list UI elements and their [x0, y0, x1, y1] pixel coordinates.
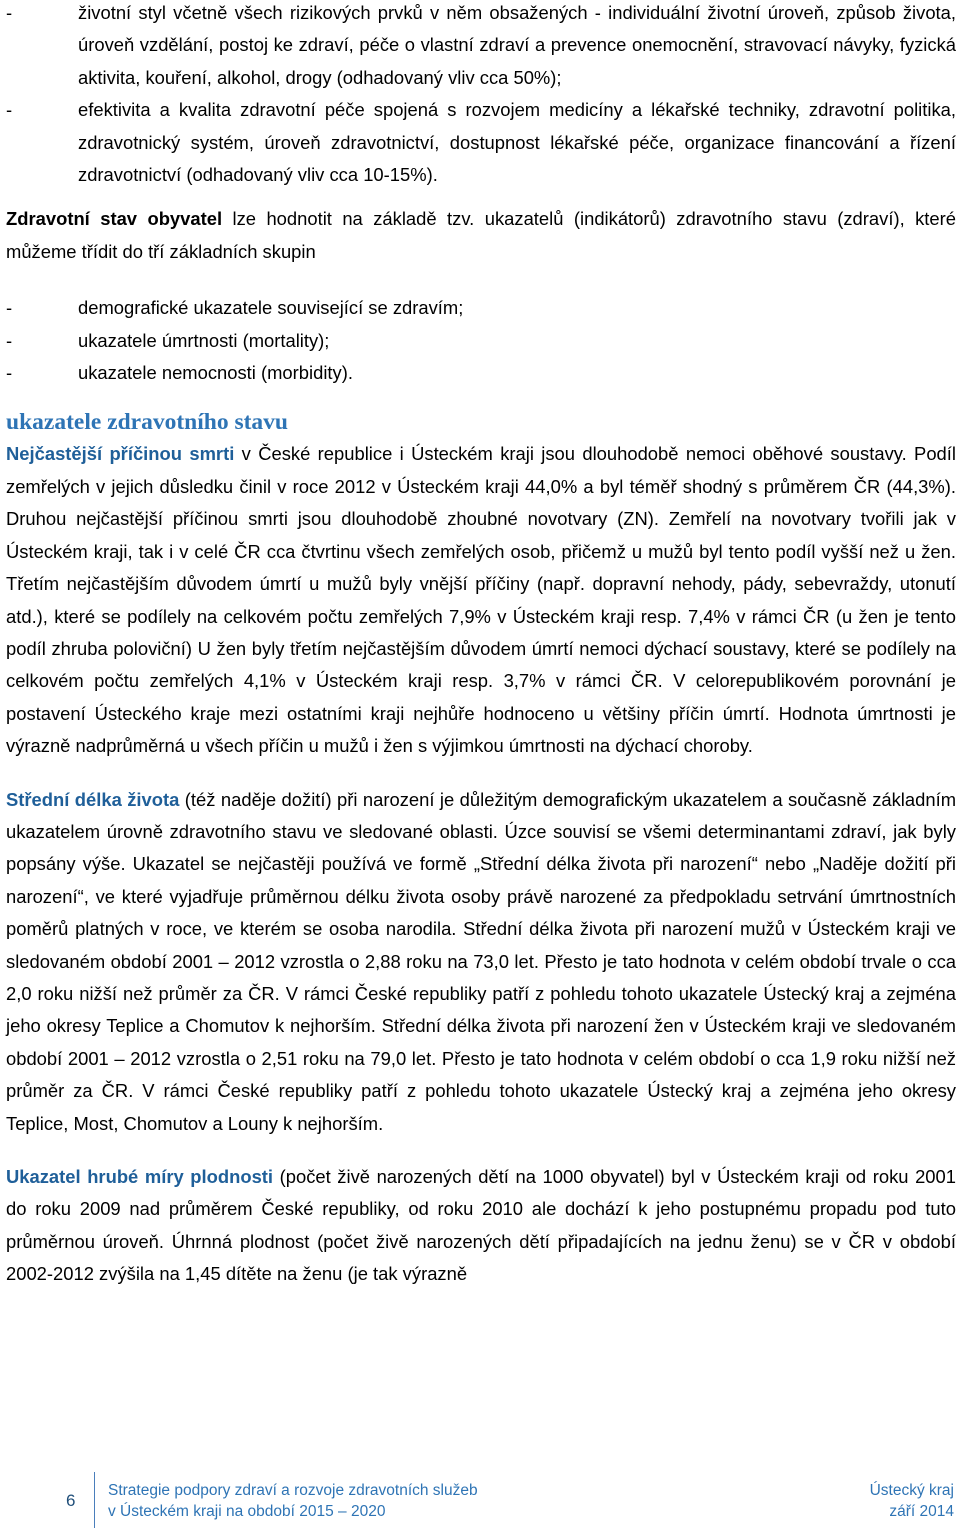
list-item: - ukazatele nemocnosti (morbidity).	[6, 362, 353, 384]
life-expectancy-text: (též naděje dožití) při narození je důležitým demografickým ukazatelem a současně základním ukazatelem úrovně zdravotního stavu ve sledované oblasti. Úzce souvisí se všemi determinantami zdraví, jak byly popsány výše. Ukazatel se nejčastěji používá ve formě „Střední délka života při narození“ nebo „Naděje dožití při narození“, ve které vyjadřuje průměrnou délku života osoby právě narozené za předpokladu setrvání úmrtnostních poměrů platných v roce, ve kterém se osoba narodila. Střední délka života při narození mužů v Ústeckém kraji ve sledovaném období 2001 – 2012 vzrostla o 2,88 roku na 73,0 let. Přesto je tato hodnota v celém období trvale o cca 2,0 roku nižší než průměr za ČR. V rámci České republiky patří z pohledu tohoto ukazatele Ústecký kraj a zejména jeho okresy Teplice a Chomutov k nejhorším. Střední délka života při narození žen v Ústeckém kraji ve sledovaném období 2001 – 2012 vzrostla o 2,51 roku na 79,0 let. Přesto je tato hodnota v celém období o cca 1,9 roku nižší než průměr za ČR. V rámci České republiky patří z pohledu tohoto ukazatele Ústecký kraj a zejména jeho okresy Teplice, Most, Chomutov a Louny k nejhorším.	[6, 788, 957, 1134]
list-item-text: ukazatele nemocnosti (morbidity).	[78, 362, 353, 384]
list-item-text: ukazatele úmrtnosti (mortality);	[78, 329, 330, 351]
list-item: - životní styl včetně všech rizikových prvků v něm obsažených - individuální životní úroveň, způsob života, úroveň vzdělání, postoj ke zdraví, péče o vlastní zdraví a prevence onemocnění, stravovací návyky, fyzická aktivita, kouření, alkohol, drogy (odhadovaný vliv cca 50%);	[6, 2, 956, 88]
list-item-text: demografické ukazatele související se zdravím;	[78, 297, 464, 319]
section-heading: ukazatele zdravotního stavu	[6, 409, 288, 436]
intro-text: lze hodnotit na základě tzv. ukazatelů (indikátorů) zdravotního stavu (zdraví), které můžeme třídit do tří základních skupin	[6, 208, 956, 262]
list-item: - demografické ukazatele související se zdravím;	[6, 297, 464, 319]
life-expectancy-paragraph	[6, 784, 956, 1140]
page-number: 6	[66, 1491, 76, 1510]
footer-region	[870, 1480, 954, 1522]
page-content	[6, 0, 956, 1291]
intro-paragraph	[6, 203, 956, 268]
footer-date: září 2014	[889, 1503, 954, 1520]
list-item-text: životní styl včetně všech rizikových prvků v něm obsažených - individuální životní úroveň, způsob života, úroveň vzdělání, postoj ke zdraví, péče o vlastní zdraví a prevence onemocnění, stravovací návyky, fyzická aktivita, kouření, alkohol, drogy (odhadovaný vliv cca 50%);	[78, 2, 956, 88]
list-item: - ukazatele úmrtnosti (mortality);	[6, 329, 330, 351]
indicator-groups-list	[6, 292, 956, 389]
fertility-text: (počet živě narozených dětí na 1000 obyvatel) byl v Ústeckém kraji od roku 2001 do roku 2009 nad průměrem České republiky, od roku 2010 ale dochází k jeho postupnému propadu pod tuto průměrnou úroveň. Úhrnná plodnost (počet živě narozených dětí připadajících na jednu ženu) se v ČR v období 2002-2012 zvýšila na 1,45 dítěte na ženu (je tak výrazně	[6, 1166, 956, 1285]
fertility-bold: Ukazatel hrubé míry plodnosti	[6, 1166, 274, 1187]
footer-document-title	[108, 1480, 478, 1522]
life-expectancy-bold: Střední délka života	[6, 788, 180, 810]
footer-region-name: Ústecký kraj	[869, 1482, 954, 1499]
determinants-list	[6, 0, 956, 191]
fertility-paragraph	[6, 1161, 956, 1291]
intro-bold: Zdravotní stav obyvatel	[6, 208, 223, 230]
page-footer	[0, 1470, 960, 1532]
mortality-text: v České republice i Ústeckém kraji jsou dlouhodobě nemoci oběhové soustavy. Podíl zemřelých v jejich důsledku činil v roce 2012 v Ústeckém kraji 44,0% a byl téměř shodný s průměrem ČR (44,3%). Druhou nejčastější příčinou smrti jsou dlouhodobě zhoubné novotvary (ZN). Zemřelí na novotvary tvořili jak v Ústeckém kraji, tak i v celé ČR cca čtvrtinu všech zemřelých osob, přičemž u mužů byl tento podíl vyšší než u žen. Třetím nejčastějším důvodem úmrtí u mužů byly vnější příčiny (např. dopravní nehody, pády, sebevraždy, utonutí atd.), které se podílely na celkovém počtu zemřelých 7,9% v Ústeckém kraji resp. 7,4% v rámci ČR (u žen je tento podíl zhruba poloviční) U žen byly třetím nejčastějším důvodem úmrtí nemoci dýchací soustavy, které se podílely na celkovém počtu zemřelých 4,1% v Ústeckém kraji resp. 3,7% v rámci ČR. V celorepublikovém porovnání je postavení Ústeckého kraje mezi ostatními kraji nejhůře hodnoceno u většiny příčin úmrtí. Hodnota úmrtnosti je výrazně nadprůměrná u všech příčin u mužů i žen s výjimkou úmrtnosti na dýchací choroby.	[6, 443, 956, 757]
mortality-paragraph	[6, 438, 956, 762]
footer-title-line1: Strategie podpory zdraví a rozvoje zdravotních služeb	[108, 1482, 478, 1499]
mortality-bold: Nejčastější příčinou smrti	[6, 443, 235, 465]
footer-title-line2: v Ústeckém kraji na období 2015 – 2020	[108, 1503, 386, 1520]
list-item-text: efektivita a kvalita zdravotní péče spojená s rozvojem medicíny a lékařské techniky, zdravotní politika, zdravotnický systém, úroveň zdravotnictví, dostupnost lékařské péče, organizace financování a řízení zdravotnictví (odhadovaný vliv cca 10-15%).	[78, 99, 956, 186]
footer-divider	[94, 1472, 95, 1528]
list-item: - efektivita a kvalita zdravotní péče spojená s rozvojem medicíny a lékařské techniky, zdravotní politika, zdravotnický systém, úroveň zdravotnictví, dostupnost lékařské péče, organizace financování a řízení zdravotnictví (odhadovaný vliv cca 10-15%).	[6, 99, 956, 186]
